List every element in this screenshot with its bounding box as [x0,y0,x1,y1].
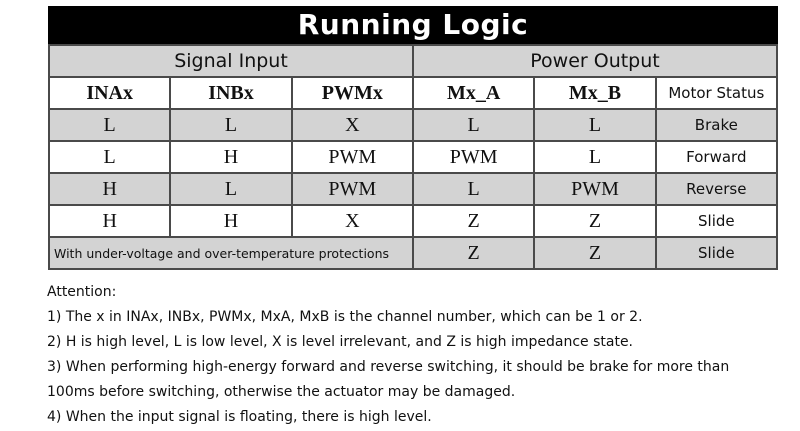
cell-inax: H [49,173,170,205]
cell-inbx: L [170,109,291,141]
cell-mx-a: PWM [413,141,534,173]
cell-motor-status: Brake [656,109,777,141]
attention-line: 100ms before switching, otherwise the actuator may be damaged. [47,384,516,400]
cell-mx-b: L [534,109,655,141]
table-title: Running Logic [48,6,778,44]
logic-table [48,44,778,270]
table-row [49,109,777,141]
cell-inax: L [49,109,170,141]
signal-input-header: Signal Input [49,45,413,77]
cell-pwmx: X [292,205,413,237]
cell-mx-a: L [413,109,534,141]
attention-line: 1) The x in INAx, INBx, PWMx, MxA, MxB is the channel number, which can be 1 or 2. [47,309,643,325]
header-mx-b: Mx_B [534,77,655,109]
cell-mx-b: Z [534,205,655,237]
header-inbx: INBx [170,77,291,109]
group-header-row [49,45,777,77]
column-header-row [49,77,777,109]
protection-note: With under-voltage and over-temperature protections [49,237,413,269]
cell-mx-b: PWM [534,173,655,205]
attention-notes [47,280,782,430]
header-pwmx: PWMx [292,77,413,109]
cell-mx-a: Z [413,205,534,237]
cell-pwmx: PWM [292,173,413,205]
cell-mx-b: L [534,141,655,173]
cell-mx-a: L [413,173,534,205]
header-inax: INAx [49,77,170,109]
table-row [49,205,777,237]
cell-mx-a: Z [413,237,534,269]
cell-pwmx: PWM [292,141,413,173]
attention-line: 3) When performing high-energy forward and reverse switching, it should be brake for more than [47,359,730,375]
cell-inax: L [49,141,170,173]
cell-motor-status: Slide [656,237,777,269]
cell-pwmx: X [292,109,413,141]
cell-motor-status: Reverse [656,173,777,205]
header-motor-status: Motor Status [656,77,777,109]
cell-inbx: H [170,141,291,173]
attention-line: 4) When the input signal is floating, there is high level. [47,409,432,425]
cell-inax: H [49,205,170,237]
cell-motor-status: Slide [656,205,777,237]
running-logic-panel [48,6,778,270]
cell-mx-b: Z [534,237,655,269]
attention-heading: Attention: [47,284,117,300]
cell-inbx: H [170,205,291,237]
header-mx-a: Mx_A [413,77,534,109]
table-row [49,173,777,205]
power-output-header: Power Output [413,45,777,77]
protection-row [49,237,777,269]
cell-motor-status: Forward [656,141,777,173]
attention-line: 2) H is high level, L is low level, X is level irrelevant, and Z is high impedance state. [47,334,634,350]
cell-inbx: L [170,173,291,205]
table-row [49,141,777,173]
